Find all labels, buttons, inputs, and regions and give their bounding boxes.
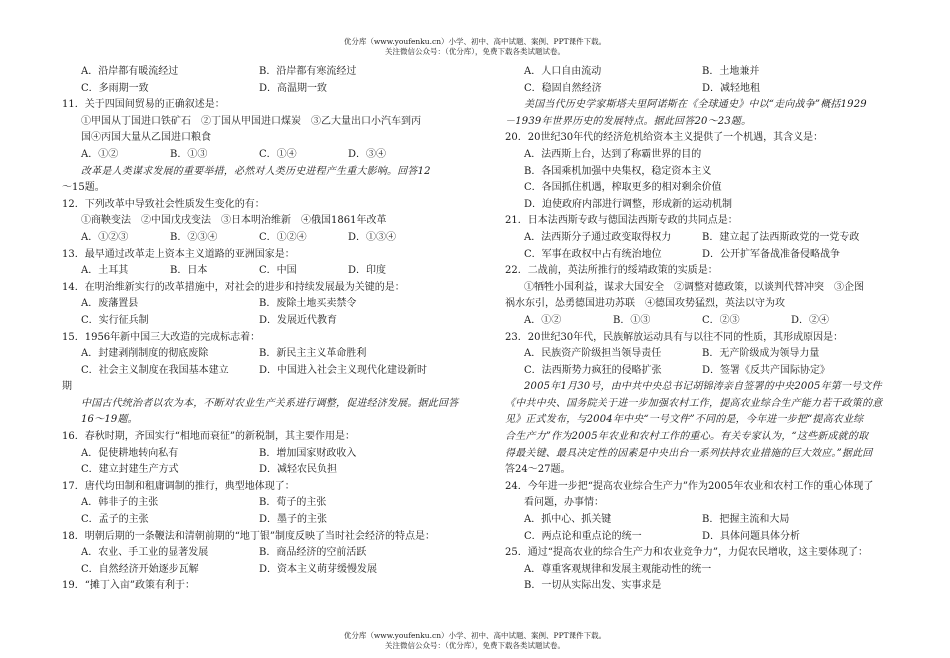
q11-option-a: A．①② [81, 148, 119, 160]
q17-option-c: C．孟子的主张 [81, 514, 149, 526]
q11-option-b: B．①③ [170, 148, 208, 160]
q24-option-d: D．具体问题具体分析 [702, 530, 801, 542]
q14-question: 14．在明治维新实行的改革措施中，对社会的进步和持续发展最为关键的是： [62, 281, 405, 293]
q22-option-c: C．②③ [702, 314, 740, 326]
q16-options-row-2 [62, 462, 467, 479]
q13-option-c: C．中国 [259, 265, 297, 277]
q15-options-row-2 [62, 363, 467, 380]
left-column [62, 64, 467, 595]
q11-question: 11．关于四国间贸易的正确叙述是： [62, 99, 225, 111]
right-column [505, 64, 900, 595]
footer-line-2: 关注微信公众号：（优分库），免费下载各类试题试卷。 [385, 641, 565, 650]
q22-option-d: D．②④ [791, 314, 830, 326]
q22-statement-2: 祸水东引，怂勇德国进功苏联 ④德国攻势猛烈，英法以守为攻 [505, 298, 785, 310]
q23-option-b: B．无产阶级成为领导力量 [702, 348, 820, 360]
q15-option-c: C．社会主义制度在我国基本建立 [81, 364, 229, 376]
page-footer [0, 631, 950, 651]
q12-option-c: C．①②④ [259, 231, 307, 243]
q13-options [62, 263, 467, 280]
passage-24-line-2: 《中共中央、国务院关于进一步加强农村工作，提高农业综合生产能力若干政策的意 [505, 397, 883, 409]
q16-option-c: C．建立封建生产方式 [81, 464, 179, 476]
q17-option-a: A．韩非子的主张 [81, 497, 159, 509]
q23-options-row-1 [505, 346, 900, 363]
passage-24-line-6: 答24～27题。 [505, 464, 571, 476]
q25-option-b: B．一切从实际出发、实事求是 [524, 580, 662, 592]
q24-option-c: C．两点论和重点论的统一 [524, 530, 642, 542]
q11-statement-1: ①甲国从丁国进口铁矿石 ②丁国从甲国进口煤炭 ③乙大量出口小汽车到丙 [81, 115, 421, 127]
q17-question: 17．唐代均田制和租庸调制的推行，典型地体现了： [62, 480, 295, 492]
q20-option-a: A．法西斯上台，达到了称霸世界的目的 [524, 148, 702, 160]
q12-options [62, 230, 467, 247]
q10-option-d: D．高温期一致 [259, 82, 328, 94]
q24-question-line-1: 24．今年进一步把“提高农业综合生产力”作为2005年农业和农村工作的重心体现了 [505, 480, 874, 492]
q21-option-b: B．建立起了法西斯政党的一党专政 [702, 231, 860, 243]
q10-option-b: B．沿岸都有寒流经过 [259, 66, 357, 77]
q10-options-row-1 [62, 64, 467, 81]
q11-option-c: C．①④ [259, 148, 297, 160]
q20-option-d: D．迫使政府内部进行调整，形成新的运动机制 [524, 198, 733, 210]
page-header [0, 37, 950, 57]
q18-option-d: D．资本主义萌芽缓慢发展 [259, 563, 378, 575]
q24-option-a: A．抓中心、抓关键 [524, 514, 612, 526]
header-line-2: 关注微信公众号：（优分库），免费下载各类试题试卷。 [385, 47, 565, 56]
q18-option-c: C．自然经济开始逐步瓦解 [81, 563, 199, 575]
q17-option-d: D．墨子的主张 [259, 514, 328, 526]
q14-options-row-1 [62, 296, 467, 313]
q15-option-d: D．中国进入社会主义现代化建设新时 [259, 364, 428, 376]
q15-question: 15．1956年新中国三大改造的完成标志着： [62, 331, 261, 343]
passage-24-line-4: 合生产力”作为2005年农业和农村工作的重心。有关专家认为，“这些新成就的取 [505, 431, 869, 443]
passage-24-line-5: 得最关键、最具决定性的因素是中央出台一系列扶持农业措施的巨大效应。”据此回 [505, 447, 873, 459]
q18-question: 18．明朝后期的一条鞭法和清朝前期的“地丁银”制度反映了当时社会经济的特点是： [62, 530, 435, 542]
q21-options-row-2 [505, 247, 900, 264]
q22-option-a: A．①② [524, 314, 562, 326]
q23-option-c: C．法西斯势力疯狂的侵略扩张 [524, 364, 662, 376]
q25-option-a: A．尊重客观规律和发展主观能动性的统一 [524, 563, 712, 575]
q16-option-d: D．减轻农民负担 [259, 464, 338, 476]
q23-option-d: D．签署《反共产国际协定》 [702, 364, 831, 376]
passage-24-line-3: 见》正式发布，与2004年中央“一号文件”不同的是，今年进一步把“提高农业综 [505, 414, 864, 426]
q10-options-row-2 [62, 81, 467, 98]
q18-options-row-2 [62, 562, 467, 579]
passage-20-line-1: 美国当代历史学家斯塔夫里阿诺斯在《全球通史》中以“走向战争”概括1929 [524, 99, 867, 111]
q12-option-d: D．①③④ [348, 231, 397, 243]
q13-option-d: D．印度 [348, 265, 387, 277]
q15-option-a: A．封建剥削制度的彻底废除 [81, 348, 209, 360]
q22-option-b: B．①③ [613, 314, 651, 326]
q19-option-b: B．土地兼并 [702, 66, 760, 77]
q15-option-b: B．新民主主义革命胜利 [259, 348, 367, 360]
q19-option-d: D．减轻地租 [702, 82, 761, 94]
q24-options-row-1 [505, 512, 900, 529]
header-line-1: 优分库（www.youfenku.cn）小学、初中、高中试题、案例、PPT课件下载。 [343, 37, 607, 46]
q18-option-a: A．农业、手工业的显著发展 [81, 547, 209, 559]
q22-question: 22．二战前，英法所推行的绥靖政策的实质是： [505, 265, 718, 277]
q24-options-row-2 [505, 529, 900, 546]
q11-options [62, 147, 467, 164]
q23-options-row-2 [505, 363, 900, 380]
q19-option-c: C．稳固自然经济 [524, 82, 602, 94]
q11-option-d: D．③④ [348, 148, 387, 160]
q16-option-b: B．增加国家财政收入 [259, 447, 357, 459]
q19-options-row-2 [505, 81, 900, 98]
passage-20-line-2: －1939年世界历史的发展特点。据此回答20～23题。 [505, 115, 752, 127]
q20-option-c: C．各国抓住机遇，榨取更多的相对剩余价值 [524, 182, 722, 194]
footer-line-1: 优分库（www.youfenku.cn）小学、初中、高中试题、案例、PPT课件下载。 [343, 631, 607, 640]
q12-statements: ①商鞅变法 ②中国戊戌变法 ③日本明治维新 ④俄国1861年改革 [81, 215, 387, 227]
q14-option-b: B．废除土地买卖禁令 [259, 298, 357, 310]
q15-options-row-1 [62, 346, 467, 363]
q19-option-a: A．人口自由流动 [524, 66, 602, 77]
q21-question: 21．日本法西斯专政与德国法西斯专政的共同点是： [505, 215, 738, 227]
q14-option-d: D．发展近代教育 [259, 314, 338, 326]
q14-option-c: C．实行征兵制 [81, 314, 149, 326]
q19-options-row-1 [505, 64, 900, 81]
q16-question: 16．春秋时期，齐国实行“相地而衰征”的新税制，其主要作用是： [62, 431, 355, 443]
q24-option-b: B．把握主流和大局 [702, 514, 790, 526]
q12-option-b: B．②③④ [170, 231, 218, 243]
q20-question: 20．20世纪30年代的经济危机给资本主义提供了一个机遇，其含义是： [505, 132, 824, 144]
q12-option-a: A．①②③ [81, 231, 129, 243]
q15-option-d-continued: 期 [62, 381, 72, 393]
q21-option-d: D．公开扩军备战准备侵略战争 [702, 248, 841, 260]
passage-24-line-1: 2005年1月30号，由中共中央总书记胡锦涛亲自签署的中央2005年第一号文件 [524, 381, 882, 393]
q21-option-c: C．军事在政权中占有统治地位 [524, 248, 662, 260]
q22-options [505, 313, 900, 330]
q10-option-a: A．沿岸都有暖流经过 [81, 66, 179, 77]
passage-12-line-2: ～15题。 [62, 182, 105, 194]
q13-option-b: B．日本 [170, 265, 208, 277]
q17-options-row-2 [62, 512, 467, 529]
q17-options-row-1 [62, 495, 467, 512]
q14-option-a: A．废藩置县 [81, 298, 139, 310]
q12-question: 12．下列改革中导致社会性质发生变化的有： [62, 198, 265, 210]
passage-16: 中国古代统治者以农为本，不断对农业生产关系进行调整，促进经济发展。据此回答16～19题。 [81, 397, 459, 426]
q18-options-row-1 [62, 545, 467, 562]
q20-option-b: B．各国乘机加强中央集权，稳定资本主义 [524, 165, 712, 177]
q23-question: 23．20世纪30年代，民族解放运动具有与以往不同的性质，其形成原因是： [505, 331, 844, 343]
q14-options-row-2 [62, 313, 467, 330]
q13-question: 13．最早通过改革走上资本主义道路的亚洲国家是： [62, 248, 295, 260]
q13-option-a: A．土耳其 [81, 265, 129, 277]
q21-options-row-1 [505, 230, 900, 247]
q10-option-c: C．多雨期一致 [81, 82, 149, 94]
q22-statement-1: ①牺牲小国利益，谋求大国安全 ②调整对德政策，以谈判代替冲突 ③企图 [524, 281, 864, 293]
q24-question-line-2: 看问题，办事情： [524, 497, 604, 509]
q23-option-a: A．民族资产阶级担当领导责任 [524, 348, 662, 360]
q17-option-b: B．荀子的主张 [259, 497, 327, 509]
q25-question: 25．通过“提高农业的综合生产力和农业竞争力”，力促农民增收，这主要体现了： [505, 547, 868, 559]
passage-12-line-1: 改革是人类谋求发展的重要举措，必然对人类历史进程产生重大影响。回答12 [81, 165, 431, 177]
q19-question: 19．“摊丁入亩”政策有利于： [62, 580, 195, 592]
q11-statement-2: 国④丙国大量从乙国进口粮食 [81, 132, 211, 144]
q16-option-a: A．促使耕地转向私有 [81, 447, 179, 459]
q16-options-row-1 [62, 446, 467, 463]
q21-option-a: A．法西斯分子通过政变取得权力 [524, 231, 672, 243]
q18-option-b: B．商品经济的空前活跃 [259, 547, 367, 559]
